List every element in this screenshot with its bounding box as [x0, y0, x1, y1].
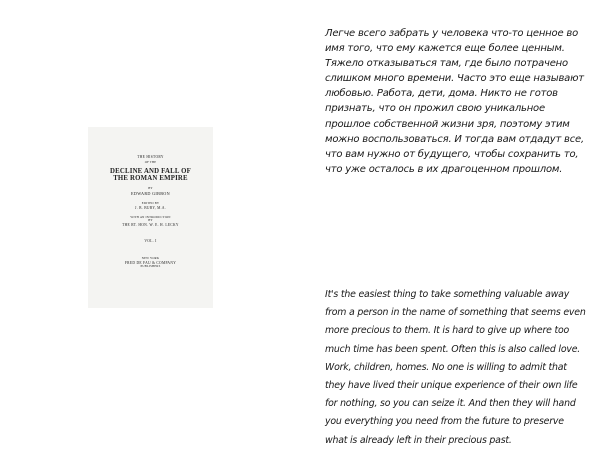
quote-russian: Легче всего забрать у человека что-то ценное во имя того, что ему кажется еще более ценным. Тяжело отказываться там, где было потрачено слишком много времени. Часто это еще называют любовью. Работа, дети, дома. Никто не готов признать, что он прожил свою уникальное прошлое собственной жизни зря, поэтому этим можно воспользоваться. И тогда вам отдадут все, что вам нужно от будущего, чтобы сохранить то, что уже осталось в их драгоценном прошлом. [325, 28, 584, 175]
quote-english: It's the easiest thing to take something valuable away from a person in the name of something that seems even more precious to them. It is hard to give up where too much time has been spent. Often this is also called love. Work, children, homes. No one is willing to admit that they have lived their unique experience of their own life for nothing, so you can seize it. And then they will hand you everything you need from the future to preserve what is already left in their precious past. [325, 289, 586, 446]
book-title-page [88, 127, 213, 308]
title-page-edited-by: EDITED BY [141, 201, 160, 206]
title-page-intro-author: THE RT. HON. W. E. H. LECKY [122, 222, 179, 227]
title-page-title-a: DECLINE AND FALL OF [110, 167, 191, 175]
title-page-line1: THE HISTORY [137, 155, 164, 159]
title-page-line2: OF THE [144, 160, 157, 165]
title-page-volume: VOL. I [144, 239, 157, 244]
title-page-editor: J. B. BURY, M.A. [135, 205, 166, 210]
title-page-by: BY [148, 186, 153, 191]
title-page-publisher: FRED DE FAU & COMPANY [124, 260, 177, 265]
title-page-city: NEW YORK [141, 256, 160, 261]
title-page-title-b: THE ROMAN EMPIRE [113, 175, 188, 183]
title-page-publishers-label: PUBLISHERS [140, 263, 161, 268]
title-page-intro-by: BY [148, 218, 153, 223]
title-page-intro-label: WITH AN INTRODUCTION [130, 215, 171, 220]
title-page-author: EDWARD GIBBON [131, 190, 170, 196]
